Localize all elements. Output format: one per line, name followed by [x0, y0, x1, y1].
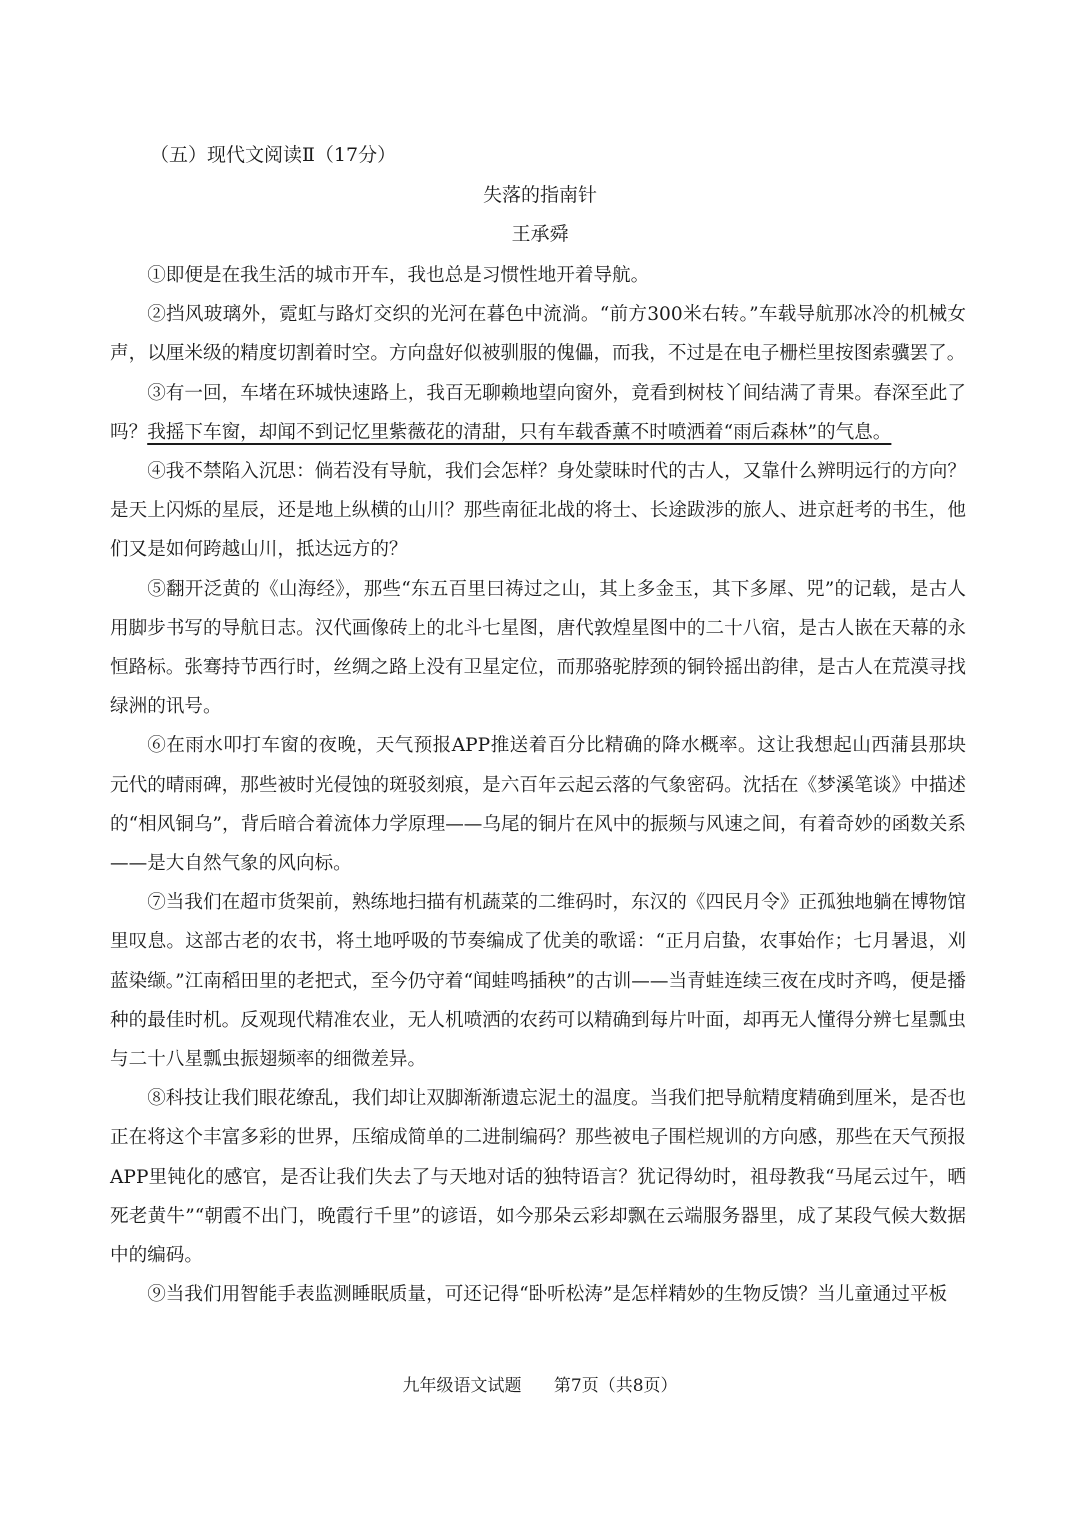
paragraph-4: ④我不禁陷入沉思：倘若没有导航，我们会怎样？身处蒙昧时代的古人，又靠什么辨明远行的方向？是天上闪烁的星辰，还是地上纵横的山川？那些南征北战的将士、长途跋涉的旅人、进京赶考的书生，他们又是如何跨越山川，抵达远方的？ [110, 461, 966, 561]
paragraph-2: ②挡风玻璃外，霓虹与路灯交织的光河在暮色中流淌。“前方300米右转。”车载导航那冰冷的机械女声，以厘米级的精度切割着时空。方向盘好似被驯服的傀儡，而我，不过是在电子栅栏里按图索骥罢了。 [110, 304, 966, 365]
paragraph-9: ⑨当我们用智能手表监测睡眠质量，可还记得“卧听松涛”是怎样精妙的生物反馈？当儿童通过平板 [147, 1284, 948, 1306]
paragraph-5: ⑤翻开泛黄的《山海经》，那些“东五百里曰祷过之山，其上多金玉，其下多犀、兕”的记载，是古人用脚步书写的导航日志。汉代画像砖上的北斗七星图，唐代敦煌星图中的二十八宿，是古人嵌在天幕的永恒路标。张骞持节西行时，丝绸之路上没有卫星定位，而那骆驼脖颈的铜铃摇出韵律，是古人在荒漠寻找绿洲的讯号。 [110, 578, 966, 718]
paragraph-7: ⑦当我们在超市货架前，熟练地扫描有机蔬菜的二维码时，东汉的《四民月令》正孤独地躺在博物馆里叹息。这部古老的农书，将土地呼吸的节奏编成了优美的歌谣：“正月启蛰，农事始作；七月暑退，刈蓝染缬。”江南稻田里的老把式，至今仍守着“闻蛙鸣插秧”的古训——当青蛙连续三夜在戌时齐鸣，便是播种的最佳时机。反观现代精准农业，无人机喷洒的农药可以精确到每片叶面，却再无人懂得分辨七星瓢虫与二十八星瓢虫振翅频率的细微差异。 [110, 892, 966, 1071]
article-body [110, 256, 966, 1314]
section-heading: （五）现代文阅读Ⅱ（17分） [150, 144, 397, 166]
paragraph-6: ⑥在雨水叩打车窗的夜晚，天气预报APP推送着百分比精确的降水概率。这让我想起山西蒲县那块元代的晴雨碑，那些被时光侵蚀的斑驳刻痕，是六百年云起云落的气象密码。沈括在《梦溪笔谈》中描述的“相风铜乌”，背后暗合着流体力学原理——乌尾的铜片在风中的振频与风速之间，有着奇妙的函数关系——是大自然气象的风向标。 [110, 735, 966, 875]
article-author: 王承舜 [511, 223, 569, 245]
underlined-sentence: 我摇下车窗，却闻不到记忆里紫薇花的清甜，只有车载香薰不时喷洒着“雨后森林”的气息。 [147, 421, 892, 443]
paragraph-3 [110, 374, 966, 452]
paragraph-1: ①即便是在我生活的城市开车，我也总是习惯性地开着导航。 [147, 265, 650, 286]
paragraph-3-text: ③有一回，车堵在环城快速路上，我百无聊赖地望向窗外，竟看到树枝丫间结满了青果。春深至此了吗？ [110, 382, 966, 443]
paragraph-8: ⑧科技让我们眼花缭乱，我们却让双脚渐渐遗忘泥土的温度。当我们把导航精度精确到厘米，是否也正在将这个丰富多彩的世界，压缩成简单的二进制编码？那些被电子围栏规训的方向感，那些在天气预报APP里钝化的感官，是否让我们失去了与天地对话的独特语言？犹记得幼时，祖母教我“马尾云过午，晒死老黄牛”“朝霞不出门，晚霞行千里”的谚语，如今那朵云彩却飘在云端服务器里，成了某段气候大数据中的编码。 [110, 1088, 966, 1267]
article-title: 失落的指南针 [482, 184, 597, 206]
page-footer: 九年级语文试题 第7页（共8页） [402, 1376, 678, 1396]
